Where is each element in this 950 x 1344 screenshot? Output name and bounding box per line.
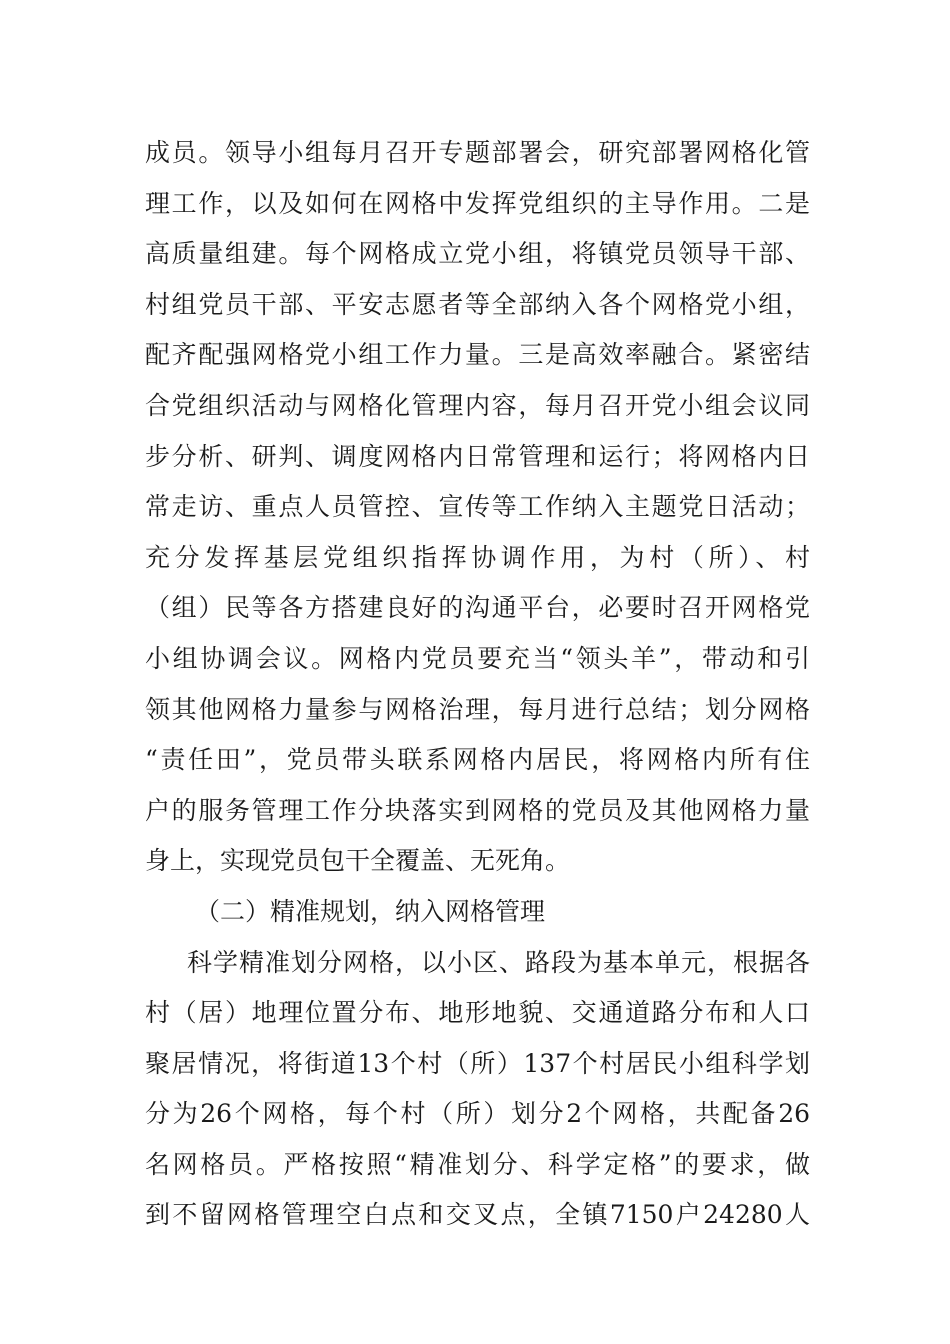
text-line: 步分析、研判、调度网格内日常管理和运行；将网格内日 — [145, 441, 810, 471]
text-line: （组）民等各方搭建良好的沟通平台，必要时召开网格党 — [145, 593, 810, 623]
text-line: 户的服务管理工作分块落实到网格的党员及其他网格力量 — [145, 795, 810, 825]
text-line: 充分发挥基层党组织指挥协调作用，为村（所）、村 — [145, 542, 810, 572]
text-line: 配齐配强网格党小组工作力量。三是高效率融合。紧密结 — [145, 340, 810, 370]
text-line: 聚居情况，将街道13个村（所）137个村居民小组科学划 — [145, 1048, 810, 1078]
text-line: “责任田”，党员带头联系网格内居民，将网格内所有住 — [145, 745, 810, 775]
text-line: 村（居）地理位置分布、地形地貌、交通道路分布和人口 — [145, 998, 810, 1028]
text-line: 分为26个网格，每个村（所）划分2个网格，共配备26 — [145, 1099, 810, 1129]
text-line: 名网格员。严格按照“精准划分、科学定格”的要求，做 — [145, 1149, 810, 1179]
text-line: 村组党员干部、平安志愿者等全部纳入各个网格党小组， — [145, 289, 810, 319]
section-heading: （二）精准规划，纳入网格管理 — [195, 896, 546, 926]
text-line: 合党组织活动与网格化管理内容，每月召开党小组会议同 — [145, 390, 810, 420]
paragraph-last-line: 身上，实现党员包干全覆盖、无死角。 — [145, 846, 571, 876]
paragraph-first-line: 科学精准划分网格，以小区、路段为基本单元，根据各 — [187, 947, 810, 977]
document-body — [145, 128, 810, 1241]
text-line: 小组协调会议。网格内党员要充当“领头羊”，带动和引 — [145, 643, 810, 673]
text-line: 高质量组建。每个网格成立党小组，将镇党员领导干部、 — [145, 239, 810, 269]
text-line: 成员。领导小组每月召开专题部署会，研究部署网格化管 — [145, 138, 810, 167]
text-line: 到不留网格管理空白点和交叉点，全镇7150户24280人 — [145, 1200, 810, 1230]
text-line: 领其他网格力量参与网格治理，每月进行总结；划分网格 — [145, 694, 810, 724]
text-line: 理工作，以及如何在网格中发挥党组织的主导作用。二是 — [145, 188, 810, 218]
text-line: 常走访、重点人员管控、宣传等工作纳入主题党日活动； — [145, 492, 810, 522]
